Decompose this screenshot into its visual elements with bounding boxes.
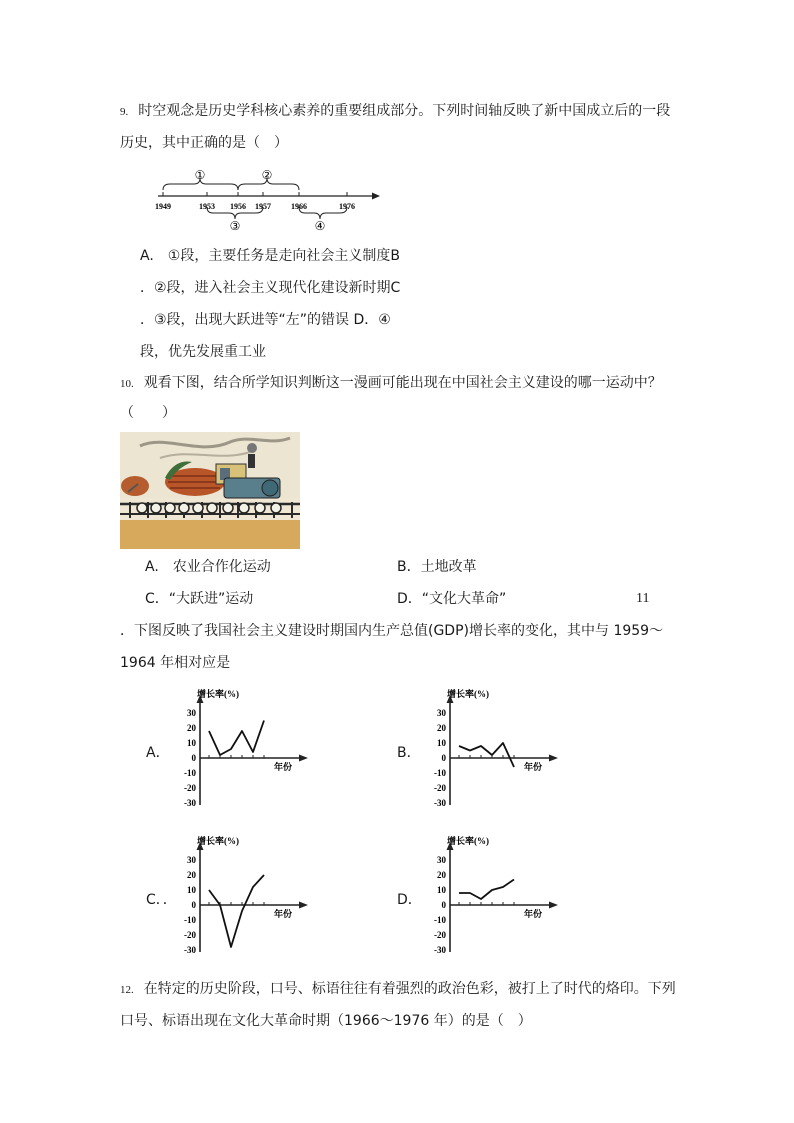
graph-tick-label: -20 <box>184 930 196 940</box>
q10-stem-line1: 10. 观看下图，结合所学知识判断这一漫画可能出现在中国社会主义建设的哪一运动中？ <box>120 375 662 391</box>
q10-option-d: D．“文化大革命” <box>397 591 507 607</box>
graph-b-axes <box>447 695 559 805</box>
q12-stem-line1: 12. 在特定的历史阶段，口号、标语往往有着强烈的政治色彩，被打上了时代的烙印。下列 <box>120 981 676 997</box>
graph-tick-label: 20 <box>187 723 196 733</box>
year-label: 1966 <box>291 202 307 211</box>
graph-c-line <box>209 875 264 947</box>
train-cartoon-image <box>120 432 300 549</box>
graph-a <box>170 687 315 812</box>
q9-option-line4: 段，优先发展重工业 <box>140 344 266 360</box>
graph-tick-label: 10 <box>437 738 446 748</box>
graph-tick-label: -20 <box>434 783 446 793</box>
graph-d-axes <box>447 842 559 952</box>
q9-stem-line2: 历史，其中正确的是（ ） <box>120 135 288 151</box>
q10-number: 10. <box>120 378 134 390</box>
graph-tick-label: -20 <box>184 783 196 793</box>
segment-4-label: ④ <box>314 219 326 233</box>
graph-ylabel: 增长率(%) <box>447 836 489 846</box>
q10-option-b: B．土地改革 <box>397 559 477 575</box>
graph-tick-label: 0 <box>441 753 446 763</box>
graph-tick-label: 10 <box>437 885 446 895</box>
q9-option-line3: ．③段，出现大跃进等“左”的错误 D．④ <box>140 312 391 328</box>
q9-stem-line1: 9. 时空观念是历史学科核心素养的重要组成部分。下列时间轴反映了新中国成立后的一段 <box>120 103 671 119</box>
q9-option-line1: A. ①段，主要任务是走向社会主义制度B <box>140 248 400 264</box>
graph-ylabel: 增长率(%) <box>447 689 489 699</box>
graph-tick-label: 0 <box>191 900 196 910</box>
q11-stem-line1: ．下图反映了我国社会主义建设时期国内生产总值(GDP)增长率的变化，其中与 1959～ <box>120 623 664 639</box>
graph-tick-label: 30 <box>437 855 446 865</box>
graph-tick-label: 20 <box>437 723 446 733</box>
graph-b-line <box>459 743 514 767</box>
graph-tick-label: 10 <box>187 738 196 748</box>
year-label: 1976 <box>339 202 355 211</box>
graph-tick-label: 10 <box>187 885 196 895</box>
graph-ylabel: 增长率(%) <box>197 689 239 699</box>
graph-tick-label: 30 <box>437 708 446 718</box>
q10-option-c: C．“大跃进”运动 <box>145 591 254 607</box>
graph-tick-label: -30 <box>184 798 196 808</box>
graph-a-line <box>209 721 264 756</box>
graph-tick-label: -10 <box>434 915 446 925</box>
q11-number: 11 <box>636 591 650 606</box>
graph-tick-label: -20 <box>434 930 446 940</box>
graph-tick-label: 30 <box>187 855 196 865</box>
year-label: 1957 <box>255 202 271 211</box>
graph-tick-label: 30 <box>187 708 196 718</box>
graph-c <box>170 834 315 959</box>
graph-xlabel: 年份 <box>524 909 543 919</box>
q9-option-line2: ．②段，进入社会主义现代化建设新时期C <box>140 280 401 296</box>
q9-timeline <box>150 167 390 237</box>
q12-stem-line2: 口号、标语出现在文化大革命时期（1966～1976 年）的是（ ） <box>120 1013 532 1029</box>
graph-tick-label: -10 <box>434 768 446 778</box>
q9-number: 9. <box>120 106 129 118</box>
graph-b <box>420 687 565 812</box>
graph-tick-label: -10 <box>184 768 196 778</box>
year-label: 1956 <box>230 202 246 211</box>
graph-option-d-label: D． <box>397 892 422 908</box>
q10-stem-line2: （ ） <box>120 405 176 421</box>
q10-option-a: A. 农业合作化运动 <box>145 559 271 575</box>
graph-tick-label: -30 <box>184 945 196 955</box>
graph-option-c-label: C．． <box>146 892 177 908</box>
graph-tick-label: 0 <box>191 753 196 763</box>
q12-number: 12. <box>120 984 134 996</box>
segment-1-label: ① <box>194 168 206 182</box>
graph-tick-label: -30 <box>434 798 446 808</box>
year-label: 1953 <box>199 202 215 211</box>
graph-tick-label: -10 <box>184 915 196 925</box>
graph-tick-label: 20 <box>437 870 446 880</box>
graph-tick-label: 20 <box>187 870 196 880</box>
graph-d-line <box>459 880 514 900</box>
graph-xlabel: 年份 <box>274 762 293 772</box>
year-label: 1949 <box>155 202 171 211</box>
graph-xlabel: 年份 <box>524 762 543 772</box>
q11-stem-line2: 1964 年相对应是 <box>120 655 231 671</box>
graph-option-a-label: A． <box>146 745 170 761</box>
graph-option-b-label: B． <box>397 745 421 761</box>
graph-tick-label: -30 <box>434 945 446 955</box>
graph-ylabel: 增长率(%) <box>197 836 239 846</box>
graph-xlabel: 年份 <box>274 909 293 919</box>
segment-2-label: ② <box>261 168 273 182</box>
segment-3-label: ③ <box>229 219 241 233</box>
graph-tick-label: 0 <box>441 900 446 910</box>
graph-d <box>420 834 565 959</box>
